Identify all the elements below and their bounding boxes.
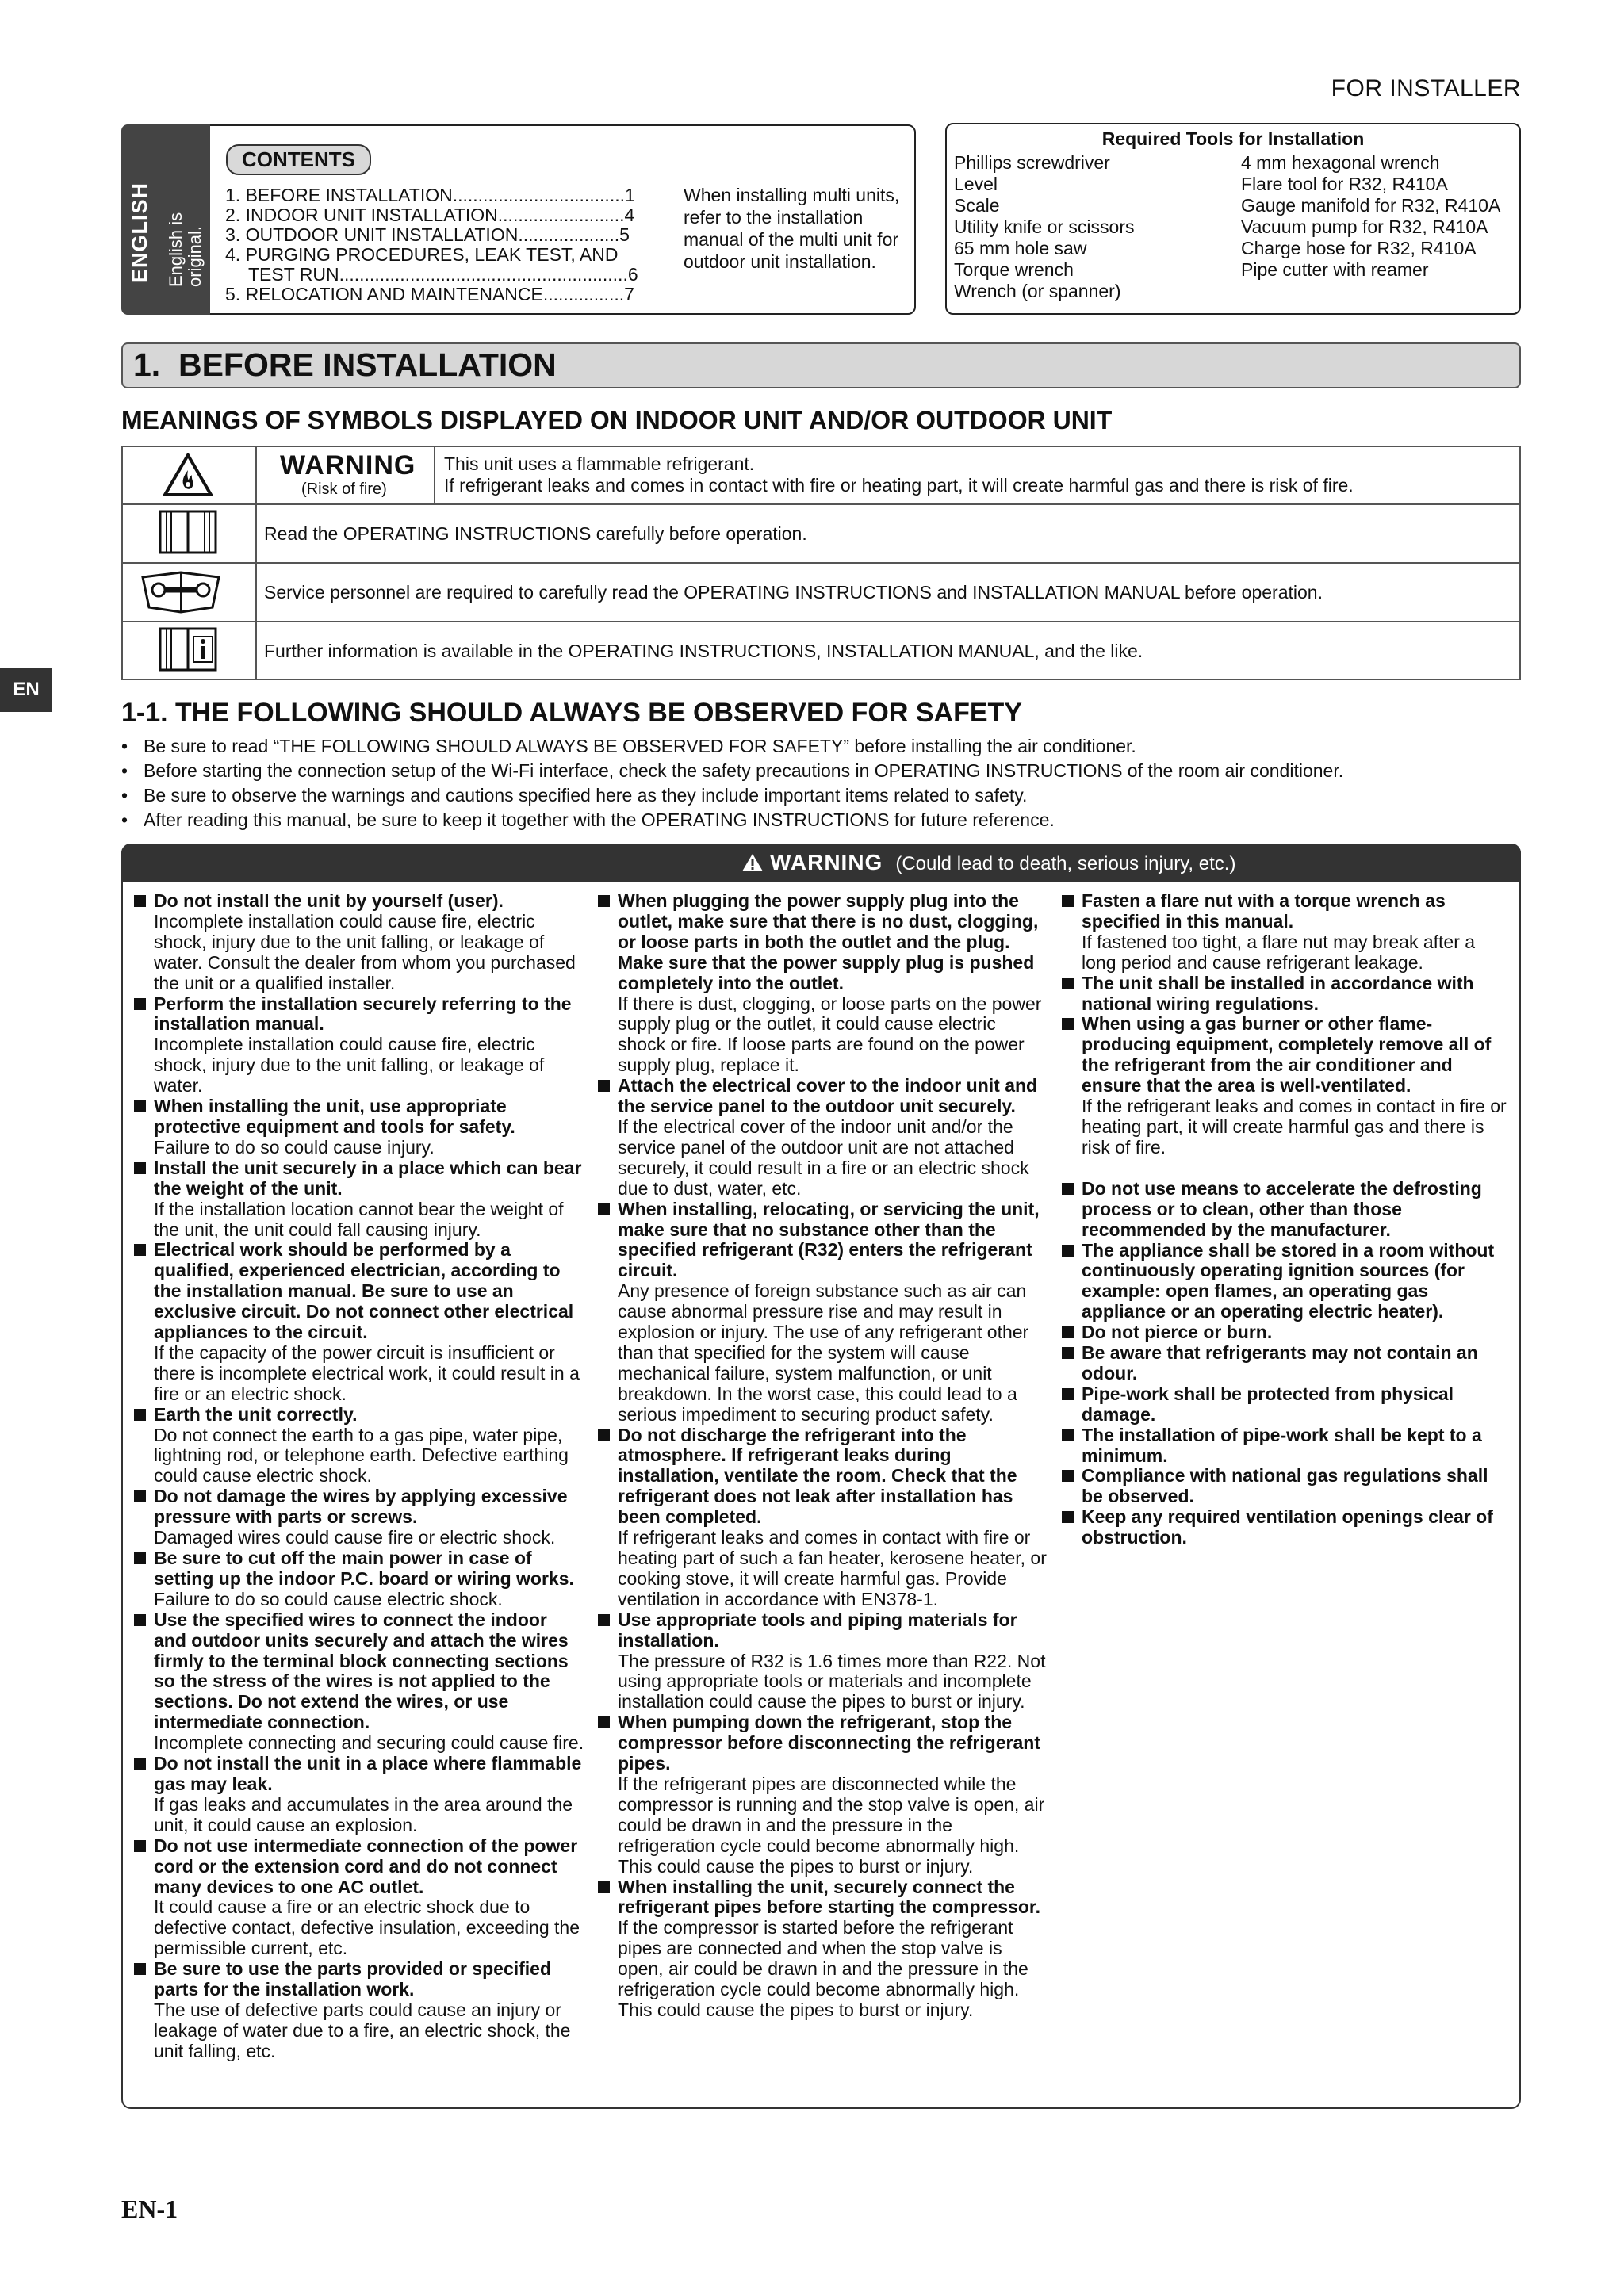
section-title: 1. BEFORE INSTALLATION [133,346,557,383]
tool-item: Utility knife or scissors [954,216,1135,237]
warning-item-heading: When pumping down the refrigerant, stop the compressor before disconnecting the refrigerant pipes. [618,1712,1040,1774]
warning-item-heading: Keep any required ventilation openings clear of obstruction. [1082,1506,1493,1548]
warning-item [1059,1466,1512,1507]
safety-bullet: • After reading this manual, be sure to keep it together with the OPERATING INSTRUCTIONS for future reference. [121,809,1055,830]
bullet-square-icon [134,1490,146,1502]
bullet-square-icon [1062,1388,1074,1400]
bullet-square-icon [1062,1326,1074,1338]
bullet-square-icon [1062,978,1074,989]
bullet-square-icon [1062,1429,1074,1441]
bullet-square-icon [134,1758,146,1770]
warning-item [132,1548,584,1610]
table-divider [255,446,257,680]
warning-item-heading: Do not use means to accelerate the defrosting process or to clean, other than those recommended by the manufacturer. [1082,1177,1482,1240]
warning-item [132,1405,584,1487]
bullet-square-icon [1062,1183,1074,1195]
warning-item-heading: Earth the unit correctly. [154,1403,358,1425]
warning-item [132,1096,584,1158]
en-tab: EN [0,668,52,712]
tool-item: Vacuum pump for R32, R410A [1241,216,1488,237]
warning-item-heading: Do not install the unit by yourself (user). [154,890,504,911]
tool-item: Level [954,174,998,194]
bullet-square-icon [598,895,610,907]
warning-item-heading: When installing, relocating, or servicing the unit, make sure that no substance other than the specified refrigerant (R32) enters the refrigerant circuit. [618,1198,1040,1281]
warning-item-heading: Attach the electrical cover to the indoor unit and the service panel to the outdoor unit securely. [618,1075,1038,1117]
page-number: EN-1 [121,2195,178,2223]
bullet-square-icon [598,1429,610,1441]
toc-item-5[interactable] [225,284,634,304]
warning-item-heading: Do not pierce or burn. [1082,1322,1273,1343]
warning-item [132,994,584,1097]
warning-item [132,1836,584,1959]
warning-item-body: If gas leaks and accumulates in the area around the unit, it could cause an explosion. [154,1793,573,1835]
warning-item [596,1076,1048,1199]
bullet-square-icon [598,1080,610,1092]
toc-dots: .................................. [452,185,625,205]
warning-item-heading: When installing the unit, securely connect the refrigerant pipes before starting the compressor. [618,1876,1040,1918]
tool-item: Pipe cutter with reamer [1241,259,1429,280]
language-label: ENGLISH [128,182,151,283]
toc-text: 1. BEFORE INSTALLATION [225,185,453,205]
toc-item-1[interactable] [225,185,635,205]
warning-column-2 [596,891,1048,2021]
bullet-square-icon [134,998,146,1010]
tool-item: Gauge manifold for R32, R410A [1241,195,1501,216]
safety-bullet: • Be sure to observe the warnings and cautions specified here as they include important items related to safety. [121,785,1028,806]
warning-item [1059,1425,1512,1467]
warning-item [132,1754,584,1836]
warning-item [596,891,1048,1076]
warning-item-heading: Be sure to use the parts provided or specified parts for the installation work. [154,1958,552,2000]
warning-item-body: The use of defective parts could cause an injury or leakage of water due to a fire, an electric shock, the unit falling, etc. [154,1999,571,2061]
warning-item-heading: Use the specified wires to connect the indoor and outdoor units securely and attach the wires firmly to the terminal block connecting sections so the stress of the wires is not applied to the sections. Do not extend the wires, or use intermediate connection. [154,1609,569,1733]
warning-item-body: Incomplete connecting and securing could cause fire. [154,1732,584,1754]
warning-item-body: Do not connect the earth to a gas pipe, water pipe, lightning rod, or telephone earth. Defective earthing could cause electric shock. [154,1424,569,1487]
warning-item-body: If the electrical cover of the indoor unit and/or the service panel of the outdoor unit are not attached securely, it could result in a fire or an electric shock due to dust, water, etc. [618,1115,1029,1199]
symbol-row-text: Read the OPERATING INSTRUCTIONS carefully before operation. [264,523,807,544]
bullet-square-icon [134,1963,146,1975]
warning-item-heading: Install the unit securely in a place which can bear the weight of the unit. [154,1157,582,1199]
bullet-square-icon [134,1840,146,1852]
warning-header-sub: (Could lead to death, serious injury, etc.) [895,853,1236,874]
toc-item-4[interactable] [225,244,618,265]
toc-text: TEST RUN [248,264,339,285]
toc-text: 5. RELOCATION AND MAINTENANCE [225,284,543,304]
safety-bullet: • Be sure to read “THE FOLLOWING SHOULD ALWAYS BE OBSERVED FOR SAFETY” before installing the air conditioner. [121,736,1136,756]
bullet-square-icon [1062,1470,1074,1482]
warning-item-heading: Be sure to cut off the main power in case of setting up the indoor P.C. board or wiring works. [154,1548,574,1589]
toc-page: 7 [624,284,634,304]
bullet-square-icon [134,1244,146,1256]
warning-item [132,1959,584,2062]
tool-item: Wrench (or spanner) [954,281,1121,301]
for-installer-label: FOR INSTALLER [1331,75,1521,101]
bullet-square-icon [134,1552,146,1564]
info-manual-icon [155,626,220,679]
warning-item-body: If the capacity of the power circuit is insufficient or there is incomplete electrical work, it could result in a fire or an electric shock. [154,1341,580,1404]
table-divider [434,446,435,503]
warning-item [1059,1507,1512,1548]
warning-item-body: If refrigerant leaks and comes in contact with fire or heating part of such a fan heater, kerosene heater, or cooking stove, it will create harmful gas. Provide ventilation in accordance with EN378-1. [618,1527,1047,1609]
tool-item: Flare tool for R32, R410A [1241,174,1448,194]
warning-item-body: Damaged wires could cause fire or electric shock. [154,1527,556,1548]
warning-item-heading: When installing the unit, use appropriate protective equipment and tools for safety. [154,1096,515,1137]
table-divider [121,621,1521,622]
warning-item-heading: The installation of pipe-work shall be kept to a minimum. [1082,1424,1482,1466]
warning-item [1059,891,1512,974]
warning-item [596,1425,1048,1610]
flammable-warning-icon [163,453,213,501]
original-note-line2: original. [185,225,205,287]
warning-sublabel: (Risk of fire) [301,480,387,498]
bullet-square-icon [134,1100,146,1112]
warning-item-body: Failure to do so could cause electric shock. [154,1588,503,1609]
bullet-square-icon [134,1162,146,1174]
bullet-square-icon [598,1203,610,1215]
warning-item-heading: Do not install the unit in a place where flammable gas may leak. [154,1753,582,1794]
warning-item [1059,974,1512,1015]
service-manual-icon [140,566,222,621]
tool-item: 65 mm hole saw [954,238,1087,258]
warning-item [1059,1322,1512,1343]
table-divider [121,503,1521,505]
warning-item [1059,1179,1512,1241]
warning-item-heading: Fasten a flare nut with a torque wrench as specified in this manual. [1082,890,1446,932]
warning-item [596,1877,1048,2021]
toc-item-4-cont[interactable] [248,264,638,285]
warning-item-body: If the installation location cannot bear the weight of the unit, the unit could fall causing injury. [154,1198,564,1240]
warning-item-body: If the compressor is started before the refrigerant pipes are connected and when the stop valve is open, air could be drawn in and the pressure in the refrigeration cycle could become abnormally high. This could cause the pipes to burst or injury. [618,1917,1028,2020]
toc-dots: ......................................................... [339,264,628,285]
warning-item-heading: Electrical work should be performed by a qualified, experienced electrician, according to the installation manual. Be sure to use an exclusive circuit. Do not connect other electrical appliances to the circuit. [154,1239,574,1343]
bullet-square-icon [1062,1511,1074,1523]
warning-item-heading: The unit shall be installed in accordance with national wiring regulations. [1082,972,1474,1014]
warning-item [132,891,584,994]
warning-item-body: Incomplete installation could cause fire, electric shock, injury due to the unit falling, or leakage of water. [154,1034,545,1096]
warning-item-heading: The appliance shall be stored in a room without continuously operating ignition sources (for example: open flames, an operating gas appliance or an operating electric heater). [1082,1239,1495,1322]
operating-manual-icon [155,508,220,561]
toc-text: 4. PURGING PROCEDURES, LEAK TEST, AND [225,244,619,265]
symbols-heading: MEANINGS OF SYMBOLS DISPLAYED ON INDOOR UNIT AND/OR OUTDOOR UNIT [121,406,1113,434]
warning-item [596,1712,1048,1877]
toc-text: 3. OUTDOOR UNIT INSTALLATION [225,224,519,245]
warning-item-heading: Perform the installation securely referring to the installation manual. [154,993,572,1035]
required-tools-title: Required Tools for Installation [1101,128,1365,149]
toc-page: 4 [624,205,635,225]
warning-item-heading: Do not use intermediate connection of the power cord or the extension cord and do not connect many devices to one AC outlet. [154,1835,578,1897]
warning-item-body: Incomplete installation could cause fire, electric shock, injury due to the unit falling, or leakage of water. Consult the dealer from whom you purchased the unit or a qualified installer. [154,910,576,993]
table-divider [121,562,1521,564]
warning-text-1: This unit uses a flammable refrigerant. [444,453,755,474]
warning-item-heading: Do not discharge the refrigerant into the atmosphere. If refrigerant leaks during installation, ventilate the room. Check that the refrigerant does not leak after installation has been completed. [618,1424,1017,1528]
bullet-square-icon [1062,895,1074,907]
warning-item-body: It could cause a fire or an electric shock due to defective contact, defective insulation, exceeding the permissible current, etc. [154,1896,580,1959]
safety-heading: 1-1. THE FOLLOWING SHOULD ALWAYS BE OBSERVED FOR SAFETY [121,698,1022,728]
bullet-square-icon [134,895,146,907]
toc-dots: ................ [542,284,625,304]
bullet-square-icon [1062,1347,1074,1359]
toc-page: 6 [627,264,638,285]
bullet-square-icon [1062,1245,1074,1257]
warning-item [596,1200,1048,1425]
warning-item [1059,1241,1512,1323]
multi-unit-note: When installing multi units, refer to the installation manual of the multi unit for outdoor unit installation. [684,185,900,272]
warning-label: WARNING [280,450,416,480]
warning-item-body: Failure to do so could cause injury. [154,1136,435,1158]
warning-item-heading: Compliance with national gas regulations shall be observed. [1082,1465,1488,1507]
bullet-square-icon [598,1614,610,1626]
warning-item-body: Any presence of foreign substance such as air can cause abnormal pressure rise and may result in explosion or injury. The use of any refrigerant other than that specified for the system will cause mechanical failure, system malfunction, or unit breakdown. In the worst case, this could lead to a serious impediment to securing product safety. [618,1280,1029,1425]
warning-item [132,1610,584,1754]
symbol-row-text: Further information is available in the OPERATING INSTRUCTIONS, INSTALLATION MANUAL, and the like. [264,641,1143,661]
toc-page: 5 [619,224,630,245]
warning-item-heading: When using a gas burner or other flame-producing equipment, completely remove all of the refrigerant from the air conditioner and ensure that the area is well-ventilated. [1082,1013,1492,1096]
tool-item: Phillips screwdriver [954,152,1110,173]
warning-item-body: If there is dust, clogging, or loose parts on the power supply plug or the outlet, it could cause electric shock or fire. If loose parts are found on the power supply plug, replace it. [618,993,1042,1076]
warning-item-body: The pressure of R32 is 1.6 times more than R22. Not using appropriate tools or materials and incomplete installation could cause the pipes to burst or injury. [618,1650,1046,1712]
bullet-square-icon [598,1716,610,1728]
warning-item [596,1610,1048,1713]
warning-item [132,1240,584,1404]
warning-column-1 [132,891,584,2062]
warning-header-label: WARNING [770,850,883,874]
warning-item-body: If fastened too tight, a flare nut may break after a long period and cause refrigerant leakage. [1082,931,1476,973]
warning-item-heading: Be aware that refrigerants may not contain an odour. [1082,1342,1478,1383]
symbol-row-text: Service personnel are required to carefully read the OPERATING INSTRUCTIONS and INSTALLATION MANUAL before operation. [264,582,1323,603]
warning-item [1059,1384,1512,1425]
original-note-line1: English is [166,212,186,287]
language-tab [121,124,210,315]
warning-item-body: If the refrigerant leaks and comes in contact in fire or heating part, it will create harmful gas and there is risk of fire. [1082,1096,1507,1158]
toc-text: 2. INDOOR UNIT INSTALLATION [225,205,498,225]
warning-triangle-icon [741,853,764,872]
toc-item-2[interactable] [225,205,634,225]
warning-item [132,1158,584,1241]
warning-text-2: If refrigerant leaks and comes in contact with fire or heating part, it will create harmful gas and there is risk of fire. [444,475,1354,496]
warning-item-body: If the refrigerant pipes are disconnected while the compressor is running and the stop valve is open, air could be drawn in and the pressure in the refrigeration cycle could become abnormally high. This could cause the pipes to burst or injury. [618,1773,1045,1877]
warning-item [1059,1343,1512,1384]
contents-title: CONTENTS [226,144,371,175]
warning-item-heading: Do not damage the wires by applying excessive pressure with parts or screws. [154,1486,568,1528]
bullet-square-icon [134,1614,146,1626]
warning-item-heading: When plugging the power supply plug into the outlet, make sure that there is no dust, clogging, or loose parts in both the outlet and the plug. Make sure that the power supply plug is pushed completely into the outlet. [618,890,1039,993]
warning-column-3 [1059,891,1512,1548]
bullet-square-icon [1062,1018,1074,1030]
tool-item: Scale [954,195,1000,216]
warning-item [1059,1014,1512,1158]
toc-dots: .................... [518,224,620,245]
warning-item [132,1487,584,1548]
warning-item-heading: Pipe-work shall be protected from physical damage. [1082,1383,1454,1425]
toc-dots: ......................... [497,205,625,225]
bullet-square-icon [598,1881,610,1893]
toc-item-3[interactable] [225,224,630,245]
warning-item-heading: Use appropriate tools and piping materials for installation. [618,1609,1017,1651]
bullet-square-icon [134,1409,146,1421]
safety-bullet: • Before starting the connection setup of the Wi-Fi interface, check the safety precautions in OPERATING INSTRUCTIONS of the room air conditioner. [121,760,1344,781]
warning-header [741,850,1235,875]
tool-item: Charge hose for R32, R410A [1241,238,1477,258]
toc-page: 1 [624,185,635,205]
tool-item: Torque wrench [954,259,1074,280]
tool-item: 4 mm hexagonal wrench [1241,152,1440,173]
